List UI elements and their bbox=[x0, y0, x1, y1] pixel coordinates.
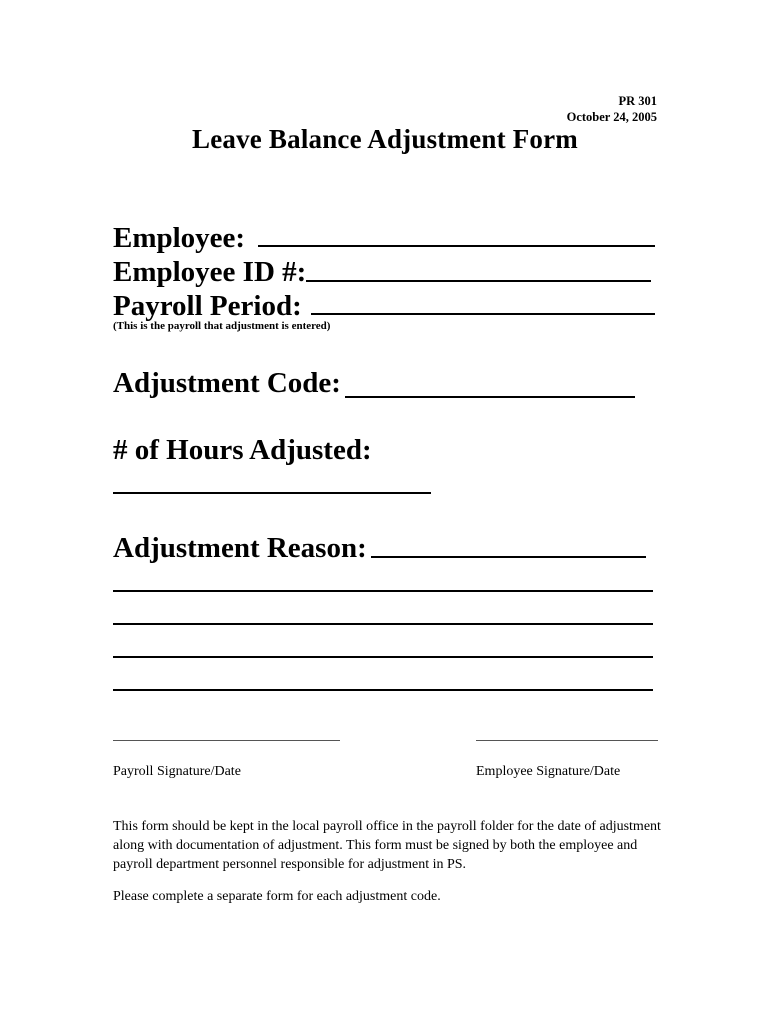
hours-adjusted-label: # of Hours Adjusted: bbox=[113, 434, 372, 466]
employee-field[interactable] bbox=[258, 245, 655, 247]
adjustment-code-label: Adjustment Code: bbox=[113, 367, 341, 399]
adjustment-code-field[interactable] bbox=[345, 396, 635, 398]
employee-signature-line[interactable] bbox=[476, 740, 658, 741]
instructions-paragraph: This form should be kept in the local payroll office in the payroll folder for the date of adjustment along with documentation of adjustment. This form must be signed by both the employee and payroll department personnel responsible for adjustment in PS. bbox=[113, 819, 661, 872]
employee-signature-label: Employee Signature/Date bbox=[476, 764, 621, 779]
payroll-period-label: Payroll Period: bbox=[113, 290, 302, 322]
adjustment-reason-line[interactable] bbox=[113, 656, 653, 658]
form-header-meta bbox=[567, 93, 657, 125]
adjustment-reason-line[interactable] bbox=[113, 623, 653, 625]
employee-id-field[interactable] bbox=[306, 280, 651, 282]
adjustment-reason-line[interactable] bbox=[113, 590, 653, 592]
page-title: Leave Balance Adjustment Form bbox=[191, 124, 578, 154]
employee-label: Employee: bbox=[113, 222, 246, 254]
adjustment-reason-line[interactable] bbox=[113, 689, 653, 691]
instructions-note: Please complete a separate form for each adjustment code. bbox=[113, 889, 441, 904]
payroll-signature-line[interactable] bbox=[113, 740, 340, 741]
adjustment-reason-label: Adjustment Reason: bbox=[113, 532, 367, 564]
hours-adjusted-field[interactable] bbox=[113, 492, 431, 494]
adjustment-reason-field[interactable] bbox=[371, 556, 646, 558]
payroll-period-field[interactable] bbox=[311, 313, 655, 315]
employee-id-label: Employee ID #: bbox=[113, 256, 307, 288]
payroll-period-note: (This is the payroll that adjustment is entered) bbox=[113, 320, 331, 332]
form-number: PR 301 bbox=[618, 94, 657, 108]
form-date: October 24, 2005 bbox=[566, 110, 657, 124]
payroll-signature-label: Payroll Signature/Date bbox=[113, 764, 241, 779]
